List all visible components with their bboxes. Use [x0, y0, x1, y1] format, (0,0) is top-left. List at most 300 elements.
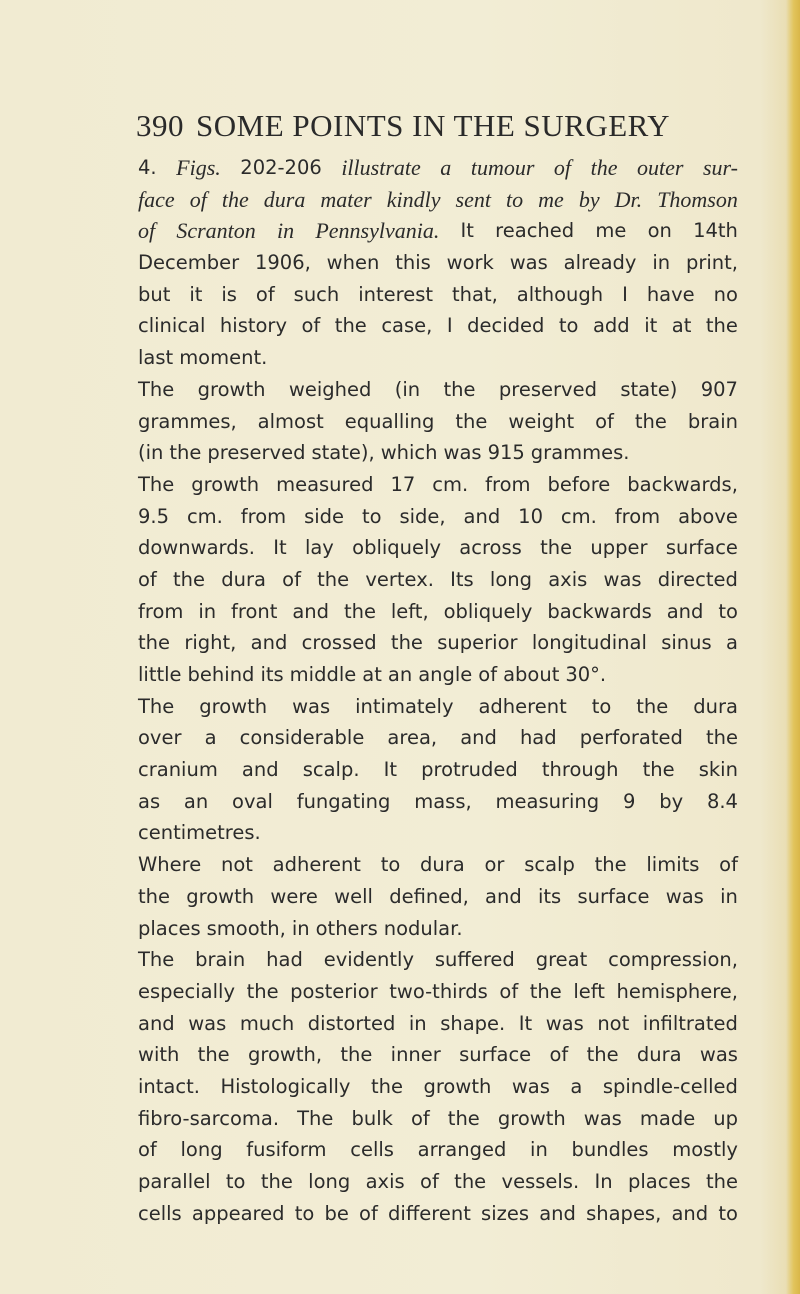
word: me [595, 219, 627, 243]
word: history [219, 314, 287, 338]
word: and [241, 758, 279, 782]
word: the [173, 567, 206, 591]
word: posterior [290, 979, 378, 1003]
word: shapes, [586, 1201, 662, 1225]
word: a [440, 155, 452, 180]
word: was [665, 884, 704, 908]
word: made [639, 1106, 696, 1130]
word: such [293, 282, 340, 306]
word: sur- [702, 155, 738, 180]
word: cm. [560, 504, 597, 528]
word: last [138, 346, 174, 370]
word: nodular. [383, 916, 463, 940]
word: great [535, 948, 588, 972]
word: to [361, 504, 382, 528]
word: in [291, 916, 310, 940]
word: weighed [288, 377, 372, 401]
text-line [138, 247, 738, 279]
word: was [583, 1106, 622, 1130]
word: its [537, 884, 562, 908]
word: scalp [524, 853, 575, 877]
word: the [594, 853, 627, 877]
word: over [138, 726, 182, 750]
word: axis [365, 1170, 405, 1193]
word: directed [657, 567, 738, 591]
word: the [246, 979, 279, 1003]
word: of [138, 1138, 157, 1162]
word: obliquely [352, 536, 441, 560]
word: 17 [390, 472, 416, 496]
word: Its [450, 567, 474, 591]
word: backwards, [627, 472, 738, 496]
word: front [231, 599, 278, 623]
word: the [636, 694, 669, 718]
running-head [136, 108, 736, 144]
word: at [671, 314, 692, 338]
word: infiltrated [642, 1011, 738, 1035]
word: obliquely [443, 599, 533, 623]
word: about [503, 663, 560, 686]
word: measuring [495, 789, 600, 813]
word: The [138, 377, 175, 401]
word: the [221, 186, 249, 212]
word: In [594, 1170, 613, 1193]
text-line [138, 976, 738, 1008]
text-line [138, 501, 738, 533]
word: oval [232, 789, 273, 813]
word: long [180, 1138, 223, 1162]
page-number: 390 [136, 108, 184, 143]
word: longitudinal [531, 631, 647, 655]
word: the [260, 1170, 293, 1193]
word: 9 [622, 789, 636, 813]
word: the [138, 884, 171, 908]
text-line [138, 1198, 738, 1230]
word: of [189, 186, 207, 212]
word: measured [276, 472, 374, 496]
word: fungating [296, 789, 391, 813]
word: be [324, 1201, 349, 1225]
word: The [138, 472, 175, 496]
word: fusiform [246, 1138, 327, 1162]
text-line [138, 1166, 738, 1198]
word: was [545, 1011, 584, 1035]
word: vessels. [501, 1170, 580, 1193]
word: was [443, 441, 482, 465]
word: across [459, 536, 522, 560]
word: growth [197, 377, 266, 401]
word: downwards. [138, 536, 255, 560]
word: intact. [138, 1074, 200, 1098]
word: much [239, 1011, 295, 1035]
page-edge [786, 0, 800, 1294]
word: outer [637, 155, 684, 180]
word: state), [311, 441, 375, 465]
word: backwards [547, 599, 652, 623]
word: and [539, 1201, 576, 1225]
word: is [221, 282, 237, 306]
word: the [455, 409, 488, 433]
word: It [273, 536, 287, 560]
word: intimately [355, 694, 454, 718]
word: up [713, 1106, 738, 1130]
word: to [591, 694, 612, 718]
word: on [647, 219, 672, 243]
word: December [138, 251, 240, 275]
text-line [138, 406, 738, 438]
word: from [614, 504, 661, 528]
word: Where [138, 853, 202, 877]
word: it [189, 282, 203, 306]
word: crossed [301, 631, 377, 655]
word: already [563, 251, 637, 275]
word: to [558, 314, 579, 338]
text-line [138, 722, 738, 754]
word: 1906, [254, 251, 311, 275]
running-title: SOME POINTS IN THE SURGERY [196, 108, 671, 143]
word: print, [685, 251, 738, 275]
word: 10 [518, 504, 543, 528]
word: brain [195, 948, 246, 972]
word: had [266, 948, 303, 972]
word: 9.5 [138, 504, 170, 528]
word: growth [497, 1106, 566, 1130]
text-line [138, 215, 738, 247]
word: the [169, 441, 202, 465]
word: when [326, 251, 380, 275]
word: an [387, 663, 413, 686]
word: mater [320, 186, 372, 212]
word: had [519, 726, 557, 750]
word: the [529, 979, 562, 1003]
word: well [334, 884, 373, 908]
text-line [138, 691, 738, 723]
word: hemisphere, [616, 979, 738, 1003]
word: arranged [417, 1138, 507, 1162]
body-text [138, 152, 738, 1229]
word: Thomson [657, 186, 738, 212]
word: add [592, 314, 630, 338]
word: was [603, 567, 642, 591]
word: bulk [351, 1106, 393, 1130]
word: sinus [661, 631, 712, 655]
word: surface [577, 884, 650, 908]
word: bundles [571, 1138, 649, 1162]
word: of [359, 1201, 378, 1225]
word: above [678, 504, 738, 528]
word: right, [184, 631, 237, 655]
word: in [198, 599, 217, 623]
word: left, [390, 599, 429, 623]
word: to [294, 1201, 315, 1225]
word: mass, [414, 789, 472, 813]
word: grammes. [530, 441, 630, 465]
word: in [408, 1011, 427, 1035]
word: of [478, 663, 498, 686]
word: and [292, 599, 330, 623]
word: defined, [389, 884, 469, 908]
word: interest [358, 282, 434, 306]
word: an [183, 789, 209, 813]
word: equalling [344, 409, 435, 433]
word: in [720, 884, 738, 908]
text-line [138, 1039, 738, 1071]
text-line [138, 342, 738, 374]
text-line [138, 659, 738, 691]
word: Histologically [220, 1074, 351, 1098]
text-line [138, 184, 738, 216]
word: although [516, 282, 604, 306]
word: 4. [138, 156, 157, 179]
word: considerable [239, 726, 365, 750]
word: the [370, 1074, 403, 1098]
word: 915 [487, 441, 525, 465]
word: left [573, 979, 605, 1003]
word: long [489, 567, 533, 591]
word: especially [138, 979, 235, 1003]
word: by [659, 789, 684, 813]
word: protruded [421, 758, 518, 782]
word: was [188, 1011, 227, 1035]
word: weight [508, 409, 575, 433]
word: the [454, 1170, 487, 1193]
word: behind [187, 663, 255, 686]
word: different [388, 1201, 471, 1225]
word: before [547, 472, 611, 496]
word: parallel [138, 1170, 211, 1193]
word: and [671, 1201, 709, 1225]
word: of [595, 409, 614, 433]
text-line [138, 944, 738, 976]
text-line [138, 913, 738, 945]
text-line [138, 1134, 738, 1166]
word: have [646, 282, 695, 306]
text-line [138, 596, 738, 628]
word: clinical [138, 314, 206, 338]
word: case, [381, 314, 433, 338]
text-line [138, 374, 738, 406]
word: of [255, 282, 275, 306]
word: from [138, 599, 184, 623]
word: The [138, 694, 175, 718]
word: centimetres. [138, 821, 261, 845]
word: adherent [478, 694, 567, 718]
word: vertex. [365, 567, 434, 591]
word: to [380, 853, 401, 877]
word: that, [451, 282, 498, 306]
word: sent [455, 186, 491, 212]
word: others [315, 916, 378, 940]
word: the [447, 1106, 480, 1130]
word: the [390, 631, 423, 655]
word: lay [304, 536, 334, 560]
word: two-thirds [389, 979, 488, 1003]
word: state) [620, 377, 678, 401]
word: area, [387, 726, 438, 750]
word: dura [263, 186, 306, 212]
word: to [718, 1201, 738, 1225]
word: it [644, 314, 658, 338]
word: cells [350, 1138, 394, 1162]
word: smooth, [206, 916, 286, 940]
word: of [420, 1170, 439, 1193]
word: cells [138, 1201, 182, 1225]
text-line [138, 754, 738, 786]
text-line [138, 152, 738, 184]
word: the [317, 567, 350, 591]
word: its [260, 663, 284, 686]
word: It [383, 758, 398, 782]
word: Pennsylvania. [315, 218, 440, 244]
word: of [301, 314, 321, 338]
word: growth [423, 1074, 492, 1098]
word: spindle-celled [602, 1074, 738, 1098]
text-line [138, 817, 738, 849]
word: middle [289, 663, 357, 686]
word: Figs. [176, 155, 221, 180]
word: Scranton [176, 218, 256, 244]
word: at [362, 663, 382, 686]
word: almost [257, 409, 324, 433]
word: to [225, 1170, 246, 1193]
word: and [250, 631, 288, 655]
word: the [340, 1043, 373, 1067]
word: decided [467, 314, 545, 338]
word: I [622, 282, 628, 306]
word: moment. [179, 346, 268, 370]
word: grammes, [138, 409, 237, 433]
word: growth [199, 694, 268, 718]
word: were [270, 884, 318, 908]
word: the [138, 631, 171, 655]
word: preserved [207, 441, 306, 465]
word: long [308, 1170, 351, 1193]
word: 202-206 [240, 156, 322, 179]
word: the [443, 377, 476, 401]
word: It [518, 1011, 533, 1035]
word: and [463, 504, 501, 528]
word: I [446, 314, 453, 338]
text-line [138, 786, 738, 818]
word: appeared [191, 1201, 285, 1225]
text-line [138, 1103, 738, 1135]
word: suffered [434, 948, 515, 972]
word: of [138, 218, 156, 244]
word: shape. [440, 1011, 506, 1035]
word: the [540, 536, 573, 560]
word: angle [418, 663, 473, 686]
word: by [578, 186, 600, 212]
word: not [597, 1011, 630, 1035]
text-line [138, 881, 738, 913]
word: evidently [323, 948, 415, 972]
word: The [138, 948, 175, 972]
word: It [460, 219, 474, 243]
word: of [138, 567, 157, 591]
word: the [334, 314, 367, 338]
word: was [699, 1043, 738, 1067]
word: the [705, 314, 738, 338]
word: and [138, 1011, 175, 1035]
word: in [276, 218, 295, 244]
text-line [138, 1071, 738, 1103]
word: face [138, 186, 175, 212]
word: axis [548, 567, 588, 591]
text-line [138, 1008, 738, 1040]
word: this [395, 251, 431, 275]
word: growth, [247, 1043, 323, 1067]
word: limits [646, 853, 700, 877]
word: the [705, 726, 738, 750]
word: (in [394, 377, 421, 401]
word: was [292, 694, 331, 718]
word: a [725, 631, 738, 655]
word: 14th [693, 219, 738, 243]
word: 907 [700, 377, 738, 401]
word: little [138, 663, 182, 686]
word: places [138, 916, 201, 940]
word: the [705, 1170, 738, 1193]
word: skin [698, 758, 738, 782]
word: of [553, 155, 572, 180]
word: was [511, 1074, 550, 1098]
word: mostly [672, 1138, 738, 1162]
word: me [538, 186, 564, 212]
word: 8.4 [706, 789, 738, 813]
word: in [652, 251, 671, 275]
word: was [509, 251, 548, 275]
word: dura [636, 1043, 682, 1067]
word: but [138, 282, 171, 306]
word: surface [459, 1043, 532, 1067]
word: kindly [386, 186, 441, 212]
word: side, [399, 504, 446, 528]
word: growth [191, 472, 260, 496]
text-line [138, 310, 738, 342]
word: dura [420, 853, 465, 877]
word: tumour [470, 155, 535, 180]
text-line [138, 849, 738, 881]
word: to [718, 599, 738, 623]
word: not [220, 853, 253, 877]
word: side [304, 504, 345, 528]
word: the [642, 758, 675, 782]
word: perforated [579, 726, 683, 750]
word: dura [221, 567, 266, 591]
word: the [590, 155, 618, 180]
word: distorted [307, 1011, 396, 1035]
word: from [240, 504, 287, 528]
word: the [343, 599, 376, 623]
text-line [138, 627, 738, 659]
word: Dr. [614, 186, 643, 212]
word: the [634, 409, 667, 433]
word: a [204, 726, 217, 750]
word: adherent [272, 853, 361, 877]
word: through [541, 758, 619, 782]
word: The [297, 1106, 334, 1130]
word: surface [665, 536, 738, 560]
text-line [138, 532, 738, 564]
word: of [719, 853, 738, 877]
word: dura [693, 694, 738, 718]
word: from [485, 472, 531, 496]
word: in [530, 1138, 548, 1162]
word: 30°. [565, 663, 607, 686]
word: scalp. [302, 758, 360, 782]
word: to [506, 186, 524, 212]
word: illustrate [341, 155, 421, 180]
